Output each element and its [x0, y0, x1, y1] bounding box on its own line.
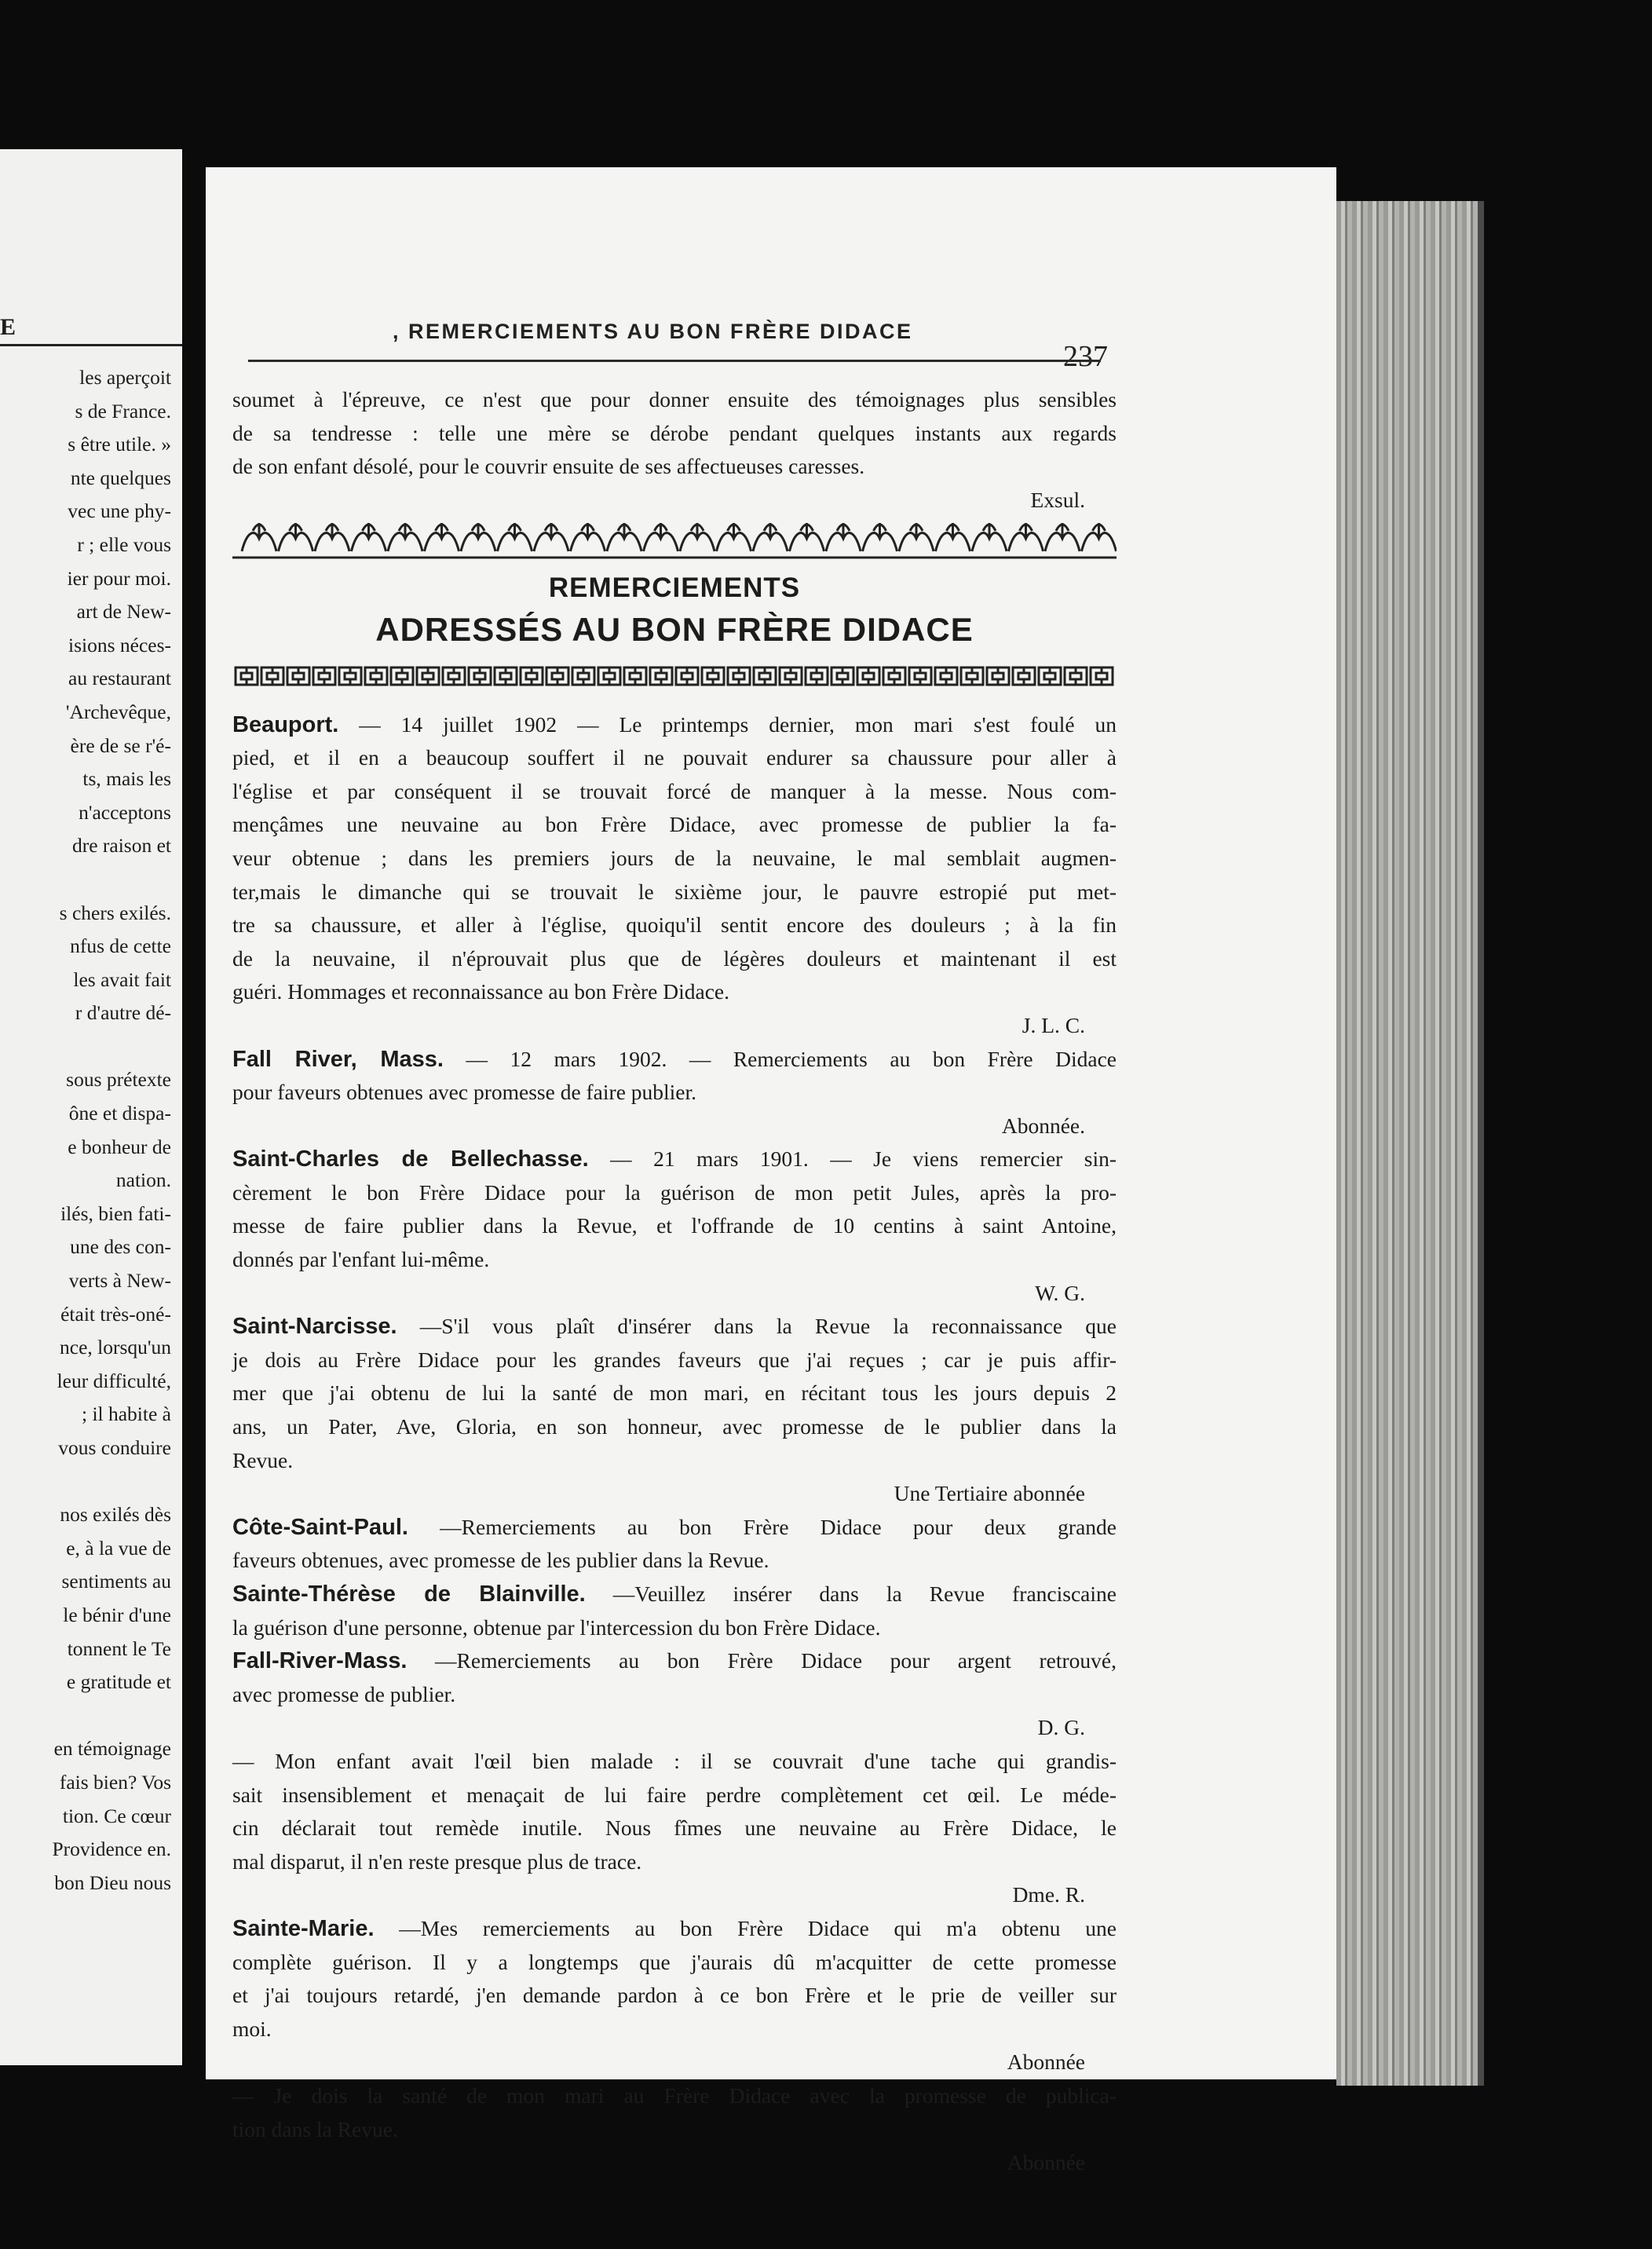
ornament-leaf: [242, 523, 276, 551]
left-page-line: ère de se r'é-: [70, 733, 171, 757]
left-page-line: sous prétexte: [66, 1068, 171, 1092]
entry-text: —Remerciements au bon Frère Didace pour deux grande: [408, 1514, 1117, 1539]
ornament-leaf: [717, 523, 751, 551]
entry-signature: Une Tertiaire abonnée: [894, 1481, 1085, 1506]
border-motif: [857, 667, 879, 685]
entry-line: mençâmes une neuvaine au bon Frère Didace, avec promesse de publier la fa-: [232, 812, 1117, 837]
ornament-leaf: [790, 523, 824, 551]
border-motif: [935, 667, 957, 685]
left-page-line: [0, 1030, 171, 1064]
left-page-line: nation.: [115, 1168, 171, 1192]
left-page-line: les aperçoit: [79, 366, 171, 389]
entry-line: l'église et par conséquent il se trouvait forcé de manquer à la messe. Nous com-: [232, 778, 1117, 803]
border-motif: [391, 667, 413, 685]
ornament-leaf: [936, 523, 970, 551]
entry-place-name: Beauport.: [232, 711, 339, 737]
left-page-line: r d'autre dé-: [75, 1001, 171, 1025]
left-page-line: art de New-: [76, 600, 171, 624]
border-motif: [443, 667, 465, 685]
left-page-line: une des con-: [70, 1235, 171, 1259]
left-page-line: ône et dispa-: [68, 1102, 171, 1125]
left-page-line: au restaurant: [68, 667, 171, 690]
entry-first-line: [232, 1578, 1117, 1611]
left-page-line: fais bien? Vos: [59, 1770, 171, 1794]
left-page-line: nos exilés dès: [60, 1503, 171, 1527]
entry-place-name: Fall River, Mass.: [232, 1046, 444, 1072]
entry-first-line: [232, 1043, 1117, 1077]
title-line-1: REMERCIEMENTS: [548, 572, 801, 604]
entry-line: mer que j'ai obtenu de lui la santé de mon mari, en récitant tous les jours depuis 2: [232, 1380, 1117, 1406]
left-page-line: les avait fait: [73, 967, 171, 991]
thanksgiving-entry: [232, 1912, 1117, 2079]
entry-line: ans, un Pater, Ave, Gloria, en son honneur, avec promesse de le publier dans la: [232, 1414, 1117, 1439]
left-page-line: n'acceptons: [79, 800, 171, 824]
ornament-leaf: [461, 523, 495, 551]
thanksgiving-entry: [232, 2079, 1117, 2180]
ornament-motifs: [242, 523, 1117, 551]
entry-signature: D. G.: [1037, 1715, 1085, 1740]
entry-line: guéri. Hommages et reconnaissance au bon Frère Didace.: [232, 979, 730, 1004]
border-motif: [650, 667, 672, 685]
ornament-leaf: [680, 523, 715, 551]
border-motifs: [236, 667, 1113, 685]
entry-place-name: Côte-Saint-Paul.: [232, 1514, 408, 1540]
entry-signature: Abonnée: [1007, 2050, 1085, 2075]
ornament-leaf: [863, 523, 897, 551]
entry-line: messe de faire publier dans la Revue, et l'offrande de 10 centins à saint Antoine,: [232, 1213, 1117, 1238]
left-page-line: bon Dieu nous: [54, 1871, 171, 1894]
border-motif: [754, 667, 776, 685]
page-number: 237: [1063, 340, 1108, 373]
left-page-line: nfus de cette: [70, 934, 171, 958]
border-motif: [598, 667, 620, 685]
ornament-leaf: [1082, 523, 1117, 551]
entry-place-name: Fall-River-Mass.: [232, 1648, 408, 1674]
left-page-text: [0, 361, 171, 1900]
ornament-leaf: [753, 523, 788, 551]
border-motif: [909, 667, 931, 685]
entry-first-line: [232, 1310, 1117, 1344]
left-page-fragment: [0, 149, 182, 2065]
border-motif: [624, 667, 646, 685]
border-motif: [521, 667, 543, 685]
left-page-line: s de France.: [75, 399, 171, 422]
left-page-line: nte quelques: [70, 466, 171, 489]
entry-first-line: [232, 1912, 1117, 1946]
left-page-line: tion. Ce cœur: [62, 1804, 171, 1827]
entry-line: pied, et il en a beaucoup souffert il ne pouvait endurer sa chaussure pour aller à: [232, 745, 1117, 770]
thanksgiving-entry: [232, 1143, 1117, 1310]
border-motif: [676, 667, 698, 685]
left-page-line: ier pour moi.: [67, 566, 171, 590]
entry-line: — Je dois la santé de mon mari au Frère Didace avec la promesse de publica-: [232, 2083, 1117, 2108]
intro-line: soumet à l'épreuve, ce n'est que pour donner ensuite des témoignages plus sensibles: [232, 387, 1117, 411]
left-page-line: vec une phy-: [68, 499, 171, 523]
entries-list: [232, 708, 1117, 2180]
entry-line: — Mon enfant avait l'œil bien malade : il se couvrait d'une tache qui grandis-: [232, 1748, 1117, 1773]
entry-signature: Abonnée.: [1001, 1113, 1085, 1138]
left-page-line: le bénir d'une: [63, 1603, 171, 1626]
border-motif: [1013, 667, 1035, 685]
entry-line: complète guérison. Il y a longtemps que j'aurais dû m'acquitter de cette promesse: [232, 1949, 1117, 1974]
entry-text: —Mes remerciements au bon Frère Didace qui m'a obtenu une: [374, 1915, 1117, 1940]
left-page-line: en témoignage: [53, 1737, 171, 1761]
border-motif: [287, 667, 309, 685]
entry-line: Revue.: [232, 1447, 294, 1472]
border-motif: [417, 667, 439, 685]
entry-line: de la neuvaine, il n'éprouvait plus que de légères douleurs et maintenant il est: [232, 945, 1117, 971]
entry-line: veur obtenue ; dans les premiers jours de la neuvaine, le mal semblait augmen-: [232, 845, 1117, 870]
entry-line: je dois au Frère Didace pour les grandes faveurs que j'ai reçues ; car je puis affir-: [232, 1347, 1117, 1372]
ornament-leaf: [279, 523, 313, 551]
decorative-border: [232, 660, 1117, 693]
left-page-line: dre raison et: [71, 834, 171, 858]
left-page-line: tonnent le Te: [67, 1636, 171, 1660]
entry-first-line: [232, 1143, 1117, 1176]
left-page-line: était très-oné-: [60, 1302, 171, 1326]
thanksgiving-entry: [232, 1043, 1117, 1143]
left-page-line: [0, 1699, 171, 1733]
ornament-leaf: [644, 523, 678, 551]
left-page-line: leur difficulté,: [57, 1369, 171, 1392]
border-motif: [883, 667, 905, 685]
entry-first-line: [232, 1644, 1117, 1678]
border-motif: [546, 667, 568, 685]
left-page-line: vous conduire: [58, 1436, 171, 1459]
entry-text: —S'il vous plaît d'insérer dans la Revue la reconnaissance que: [397, 1314, 1117, 1339]
left-header-rule: [0, 344, 182, 346]
entry-line: tre sa chaussure, et aller à l'église, quoiqu'il sentit encore des douleurs ; à la fin: [232, 912, 1117, 938]
entry-signature: W. G.: [1035, 1280, 1085, 1305]
left-page-line: isions néces-: [68, 633, 171, 656]
left-page-line: r ; elle vous: [77, 532, 171, 556]
entry-first-line: [232, 1511, 1117, 1545]
ornament-leaf: [498, 523, 532, 551]
border-motif: [1065, 667, 1087, 685]
entry-line: et j'ai toujours retardé, j'en demande pardon à ce bon Frère et le prie de veiller sur: [232, 1983, 1117, 2008]
ornament-leaf: [425, 523, 459, 551]
left-page-line: 'Archevêque,: [65, 700, 171, 723]
ornament-leaf: [1045, 523, 1080, 551]
ornament-leaf: [315, 523, 349, 551]
entry-first-line: [232, 708, 1117, 742]
left-page-line: sentiments au: [61, 1570, 171, 1593]
entry-text: —Veuillez insérer dans la Revue franciscaine: [585, 1582, 1117, 1606]
border-motif: [236, 667, 258, 685]
left-page-line: ; il habite à: [81, 1402, 171, 1426]
entry-signature: J. L. C.: [1022, 1012, 1085, 1037]
left-page-line: s être utile. »: [68, 433, 171, 456]
border-motif: [365, 667, 387, 685]
border-motif: [261, 667, 283, 685]
border-motif: [728, 667, 750, 685]
entry-line: donnés par l'enfant lui-même.: [232, 1247, 490, 1272]
border-motif: [987, 667, 1009, 685]
border-motif: [961, 667, 983, 685]
border-motif: [495, 667, 517, 685]
entry-line: avec promesse de publier.: [232, 1681, 456, 1706]
entry-text: —Remerciements au bon Frère Didace pour argent retrouvé,: [407, 1648, 1117, 1673]
border-motif: [469, 667, 491, 685]
border-motif: [1091, 667, 1113, 685]
entry-text: — 14 juillet 1902 — Le printemps dernier, mon mari s'est foulé un: [338, 711, 1117, 737]
header-rule: [248, 360, 1101, 362]
entry-line: ter,mais le dimanche qui se trouvait le sixième jour, le pauvre estropié put met-: [232, 879, 1117, 904]
title-line-2: ADRESSÉS AU BON FRÈRE DIDACE: [375, 610, 974, 648]
thanksgiving-entry: [232, 1310, 1117, 1511]
left-page-line: e bonheur de: [68, 1135, 171, 1158]
border-motif: [339, 667, 361, 685]
intro-line: de sa tendresse : telle une mère se dérobe pendant quelques instants aux regards: [232, 420, 1117, 445]
left-page-line: e, à la vue de: [66, 1536, 171, 1560]
left-page-line: verts à New-: [68, 1269, 171, 1293]
entry-place-name: Saint-Narcisse.: [232, 1314, 397, 1340]
entry-signature: Dme. R.: [1012, 1882, 1085, 1907]
entry-text: — 21 mars 1901. — Je viens remercier sin-: [588, 1146, 1117, 1172]
left-page-header: E: [0, 314, 16, 340]
ornament-leaf: [352, 523, 386, 551]
ornament-leaf: [388, 523, 422, 551]
border-motif: [806, 667, 828, 685]
left-page-line: Providence en.: [52, 1838, 171, 1861]
left-page-line: ts, mais les: [82, 767, 171, 791]
left-page-line: [0, 863, 171, 897]
border-motif: [313, 667, 335, 685]
thanksgiving-entry: [232, 1644, 1117, 1745]
entry-line: cin déclarait tout remède inutile. Nous fîmes une neuvaine au Frère Didace, le: [232, 1816, 1117, 1841]
intro-signature: Exsul.: [1030, 487, 1085, 512]
entry-line: pour faveurs obtenues avec promesse de faire publier.: [232, 1080, 697, 1105]
entry-place-name: Saint-Charles de Bellechasse.: [232, 1146, 589, 1172]
entry-line: cèrement le bon Frère Didace pour la guérison de mon petit Jules, après la pro-: [232, 1179, 1117, 1205]
entry-place-name: Sainte-Marie.: [232, 1915, 375, 1941]
left-page-line: s chers exilés.: [59, 901, 171, 924]
entry-text: — 12 mars 1902. — Remerciements au bon Frère Didace: [443, 1046, 1117, 1071]
thanksgiving-entry: [232, 708, 1117, 1043]
left-page-line: ilés, bien fati-: [60, 1201, 171, 1225]
floral-ornament-band: [232, 517, 1117, 564]
entry-place-name: Sainte-Thérèse de Blainville.: [232, 1582, 586, 1607]
book-page-edges: [1336, 201, 1484, 2086]
border-motif: [780, 667, 802, 685]
left-page-line: nce, lorsqu'un: [60, 1336, 171, 1359]
intro-paragraph: [232, 383, 1117, 517]
entry-line: moi.: [232, 2016, 272, 2041]
page-body: [232, 383, 1117, 2180]
ornament-leaf: [571, 523, 605, 551]
running-head: , REMERCIEMENTS AU BON FRÈRE DIDACE: [393, 320, 913, 343]
entry-line: tion dans la Revue.: [232, 2116, 398, 2141]
ornament-leaf: [899, 523, 934, 551]
entry-signature: Abonnée: [1007, 2150, 1085, 2175]
thanksgiving-entry: [232, 1745, 1117, 1912]
ornament-leaf: [607, 523, 641, 551]
left-page-line: e gratitude et: [66, 1670, 171, 1694]
ornament-leaf: [972, 523, 1007, 551]
thanksgiving-entry: [232, 1511, 1117, 1578]
entry-line: mal disparut, il n'en reste presque plus de trace.: [232, 1849, 642, 1874]
ornament-leaf: [826, 523, 861, 551]
intro-line: de son enfant désolé, pour le couvrir ensuite de ses affectueuses caresses.: [232, 454, 865, 479]
ornament-leaf: [1009, 523, 1043, 551]
entry-line: la guérison d'une personne, obtenue par l'intercession du bon Frère Didace.: [232, 1615, 881, 1640]
entry-line: sait insensiblement et menaçait de lui faire perdre complètement cet œil. Le méde-: [232, 1782, 1117, 1807]
thanksgiving-entry: [232, 1578, 1117, 1644]
entry-line: faveurs obtenues, avec promesse de les publier dans la Revue.: [232, 1548, 769, 1573]
border-motif: [831, 667, 853, 685]
border-motif: [702, 667, 724, 685]
left-page-line: [0, 1465, 171, 1499]
border-motif: [1039, 667, 1061, 685]
border-motif: [572, 667, 594, 685]
ornament-leaf: [534, 523, 568, 551]
